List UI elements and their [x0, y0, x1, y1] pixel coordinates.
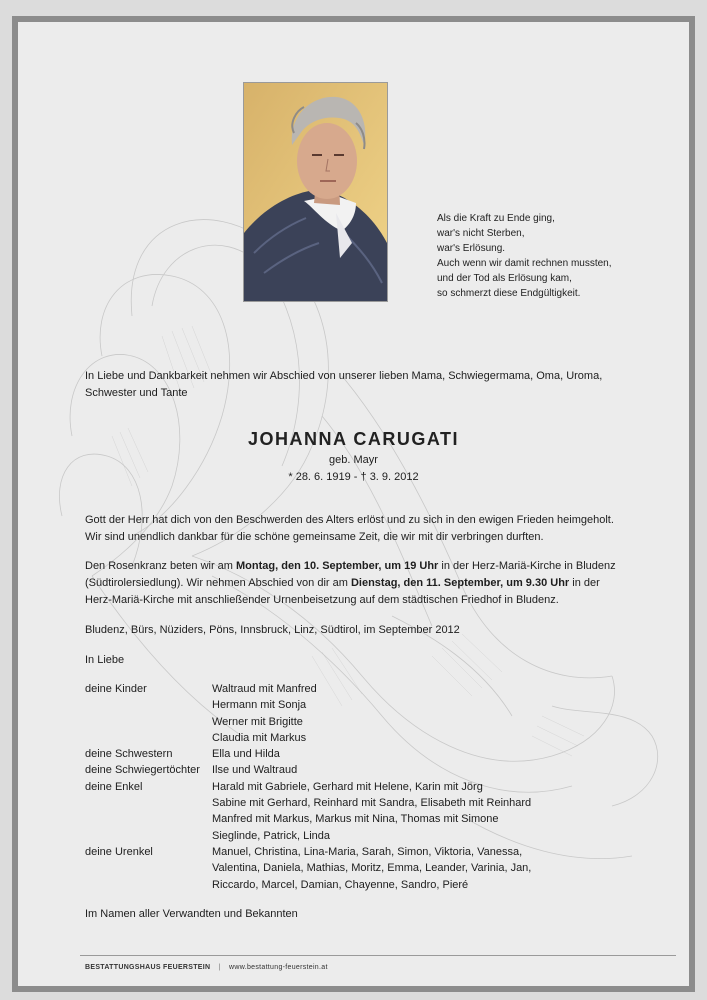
family-names: Hermann mit Sonja: [212, 699, 307, 712]
poem-line: Auch wenn wir damit rechnen mussten,: [437, 258, 612, 269]
family-row: [85, 860, 645, 876]
family-names: Riccardo, Marcel, Damian, Chayenne, Sandro, Pieré: [212, 878, 469, 891]
funeral-home-name: BESTATTUNGSHAUS FEUERSTEIN: [85, 964, 211, 971]
footer: [85, 964, 328, 971]
family-names: Ilse und Waltraud: [212, 764, 298, 777]
family-row: [85, 844, 645, 860]
family-row: [85, 811, 645, 827]
family-row: [85, 877, 645, 893]
funeral-date: Dienstag, den 11. September, um 9.30 Uhr: [350, 577, 570, 589]
family-row: [85, 697, 645, 713]
family-label: [85, 714, 212, 730]
footer-divider: [80, 955, 676, 956]
family-list: [85, 681, 645, 893]
family-names: Harald mit Gabriele, Gerhard mit Helene, Karin mit Jörg: [212, 780, 483, 793]
ceremony-text: Den Rosenkranz beten wir am: [85, 560, 237, 572]
family-row: [85, 730, 645, 746]
family-row: [85, 681, 645, 697]
closing-line: Im Namen aller Verwandten und Bekannten: [85, 908, 298, 920]
farewell-paragraph: Gott der Herr hat dich von den Beschwerden des Alters erlöst und zu sich in den ewigen Frieden heimgeholt. Wir sind unendlich dankbar für die schöne gemeinsame Zeit, die wir mit dir verbringen durften.: [85, 514, 614, 543]
family-names: Manfred mit Markus, Markus mit Nina, Thomas mit Simone: [212, 813, 499, 826]
family-row: [85, 714, 645, 730]
family-row: [85, 746, 645, 762]
family-names: Waltraud mit Manfred: [212, 683, 317, 695]
family-row: [85, 762, 645, 778]
poem-line: war's Erlösung.: [437, 243, 506, 254]
funeral-home-url[interactable]: www.bestattung-feuerstein.at: [229, 964, 328, 971]
birth-name: geb. Mayr: [329, 454, 378, 466]
rosary-date: Montag, den 10. September, um 19 Uhr: [236, 560, 439, 572]
family-label: [85, 828, 212, 844]
ceremony-text: in der Herz-Mariä-Kirche in Bludenz (Südtirolersiedlung). Wir nehmen Abschied von dir am: [85, 560, 616, 589]
family-label: deine Schwestern: [85, 748, 173, 761]
poem-line: war's nicht Sterben,: [437, 228, 525, 239]
poem-line: und der Tod als Erlösung kam,: [437, 273, 572, 284]
family-row: [85, 795, 645, 811]
family-names: Claudia mit Markus: [212, 731, 307, 744]
portrait-photo: [243, 82, 388, 302]
family-label: [85, 795, 212, 811]
family-label: deine Enkel: [85, 780, 143, 793]
family-names: Werner mit Brigitte: [212, 715, 303, 728]
ceremony-paragraph: [85, 558, 625, 609]
family-names: Sabine mit Gerhard, Reinhard mit Sandra, Elisabeth mit Reinhard: [212, 797, 532, 810]
family-names: Manuel, Christina, Lina-Maria, Sarah, Simon, Viktoria, Vanessa,: [212, 845, 523, 858]
ceremony-text: in der Herz-Mariä-Kirche mit anschließender Urnenbeisetzung auf dem städtischen Friedhof in Bludenz.: [85, 577, 600, 606]
family-label: deine Kinder: [85, 683, 147, 695]
family-names: Valentina, Daniela, Mathias, Moritz, Emma, Leander, Varinia, Jan,: [212, 862, 532, 875]
family-names: Sieglinde, Patrick, Linda: [212, 829, 331, 842]
family-label: [85, 877, 212, 893]
family-label: [85, 811, 212, 827]
life-dates: * 28. 6. 1919 - † 3. 9. 2012: [288, 471, 419, 483]
poem-line: Als die Kraft zu Ende ging,: [437, 213, 555, 224]
family-row: [85, 828, 645, 844]
intro-text: In Liebe und Dankbarkeit nehmen wir Abschied von unserer lieben Mama, Schwiegermama, Oma, Uroma, Schwester und Tante: [85, 370, 603, 399]
family-label: deine Schwiegertöchter: [85, 764, 200, 777]
deceased-name: JOHANNA CARUGATI: [248, 429, 459, 449]
family-names: Ella und Hilda: [212, 748, 280, 761]
poem-line: so schmerzt diese Endgültigkeit.: [437, 288, 581, 299]
footer-separator: |: [218, 964, 221, 971]
family-row: [85, 779, 645, 795]
family-label: [85, 697, 212, 713]
family-label: deine Urenkel: [85, 845, 153, 858]
in-love-line: In Liebe: [85, 654, 125, 666]
family-label: [85, 730, 212, 746]
poem: [437, 211, 657, 301]
family-label: [85, 860, 212, 876]
places-line: Bludenz, Bürs, Nüziders, Pöns, Innsbruck, Linz, Südtirol, im September 2012: [85, 624, 460, 636]
